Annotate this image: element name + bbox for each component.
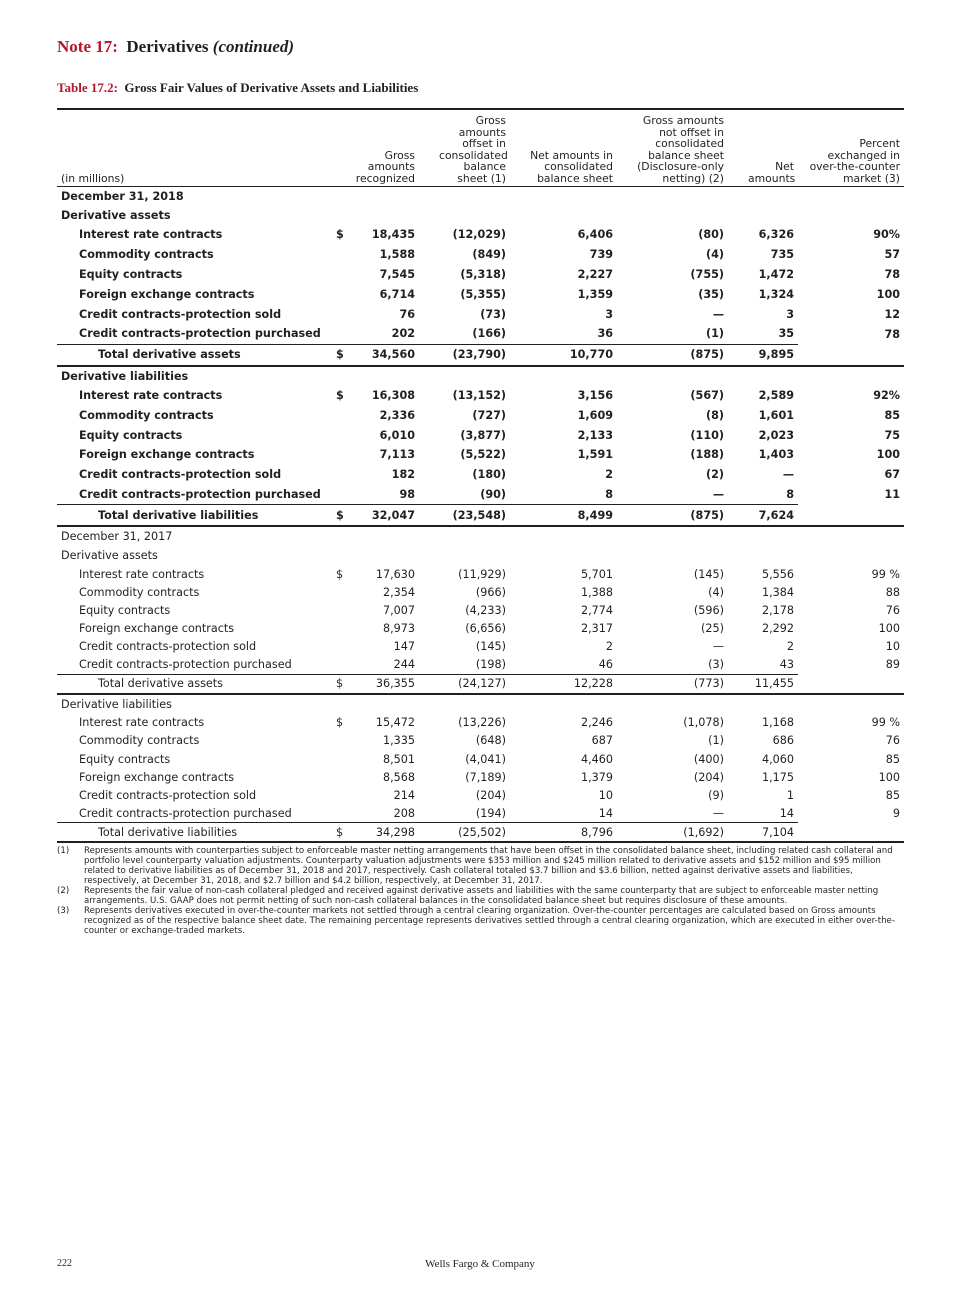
table-row bbox=[57, 445, 904, 465]
derivatives-table-container bbox=[57, 108, 904, 843]
offset-amount: (166) bbox=[472, 327, 507, 341]
net-amount: 1 bbox=[786, 788, 795, 802]
row-label: Total derivative liabilities bbox=[57, 823, 333, 843]
header-gross-recognized: Gross amounts recognized bbox=[355, 148, 416, 185]
gross-amount: 76 bbox=[399, 307, 416, 321]
total-row-assets bbox=[57, 344, 904, 365]
section-date-y2017 bbox=[57, 526, 904, 546]
gross-amount: 7,007 bbox=[382, 603, 416, 617]
gross-amount: 98 bbox=[399, 487, 416, 501]
net-balance-amount: 2,774 bbox=[580, 603, 614, 617]
net-amount: 9,895 bbox=[728, 344, 798, 365]
not-offset-amount: (3) bbox=[708, 658, 725, 672]
offset-amount: (13,226) bbox=[458, 716, 507, 730]
net-amount: 2,178 bbox=[761, 603, 795, 617]
not-offset-amount: (80) bbox=[698, 228, 725, 242]
row-label: Commodity contracts bbox=[79, 248, 214, 262]
percent-otc: 10 bbox=[885, 640, 901, 654]
percent-otc: 76 bbox=[885, 603, 901, 617]
table-row bbox=[57, 601, 904, 619]
gross-amount: 208 bbox=[393, 806, 416, 820]
footnote-text: Represents amounts with counterparties subject to enforceable master netting arrangements that have been offset in the consolidated balance sheet, including related cash collateral and portfolio level counterparty valuation adjustments. Counterparty valuation adjustments were $353 million and $245 million related to derivative assets and $152 million and $95 million related to derivative liabilities as of December 31, 2018 and 2017, respectively. Cash collateral totaled $3.7 billion and $3.6 billion, netted against derivative assets and liabilities, respectively, at December 31, 2018, and $2.7 billion and $4.2 billion, respectively, at December 31, 2017. bbox=[84, 846, 893, 886]
gross-amount: 6,714 bbox=[379, 287, 416, 301]
offset-amount: (145) bbox=[475, 640, 507, 654]
gross-amount: 36,355 bbox=[353, 674, 419, 694]
dollar-sign bbox=[333, 245, 353, 265]
row-label: Total derivative assets bbox=[57, 674, 333, 694]
footnote-number: (1) bbox=[57, 846, 70, 856]
not-offset-amount: (110) bbox=[690, 428, 725, 442]
percent-otc: 11 bbox=[884, 488, 901, 502]
net-balance-amount: 10,770 bbox=[510, 344, 617, 365]
table-row bbox=[57, 656, 904, 675]
table-row bbox=[57, 304, 904, 324]
offset-amount: (198) bbox=[475, 658, 507, 672]
row-label: Credit contracts-protection purchased bbox=[79, 327, 321, 341]
row-label: Interest rate contracts bbox=[79, 228, 223, 242]
footnote bbox=[57, 846, 907, 886]
net-amount: 1,384 bbox=[761, 585, 795, 599]
net-amount: 735 bbox=[770, 248, 795, 262]
not-offset-amount: (188) bbox=[690, 448, 725, 462]
table-body bbox=[57, 187, 904, 843]
offset-amount: (849) bbox=[472, 248, 507, 262]
offset-amount: (7,189) bbox=[465, 770, 507, 784]
header-net: Net amounts bbox=[748, 160, 796, 185]
row-label: Credit contracts-protection sold bbox=[79, 468, 282, 482]
net-amount: 5,556 bbox=[761, 567, 795, 581]
dollar-sign bbox=[333, 284, 353, 304]
dollar-sign bbox=[333, 485, 353, 505]
dollar-sign bbox=[333, 619, 353, 637]
row-label: Credit contracts-protection sold bbox=[79, 307, 282, 321]
percent-otc bbox=[798, 823, 904, 843]
section-date-y2018 bbox=[57, 187, 904, 207]
dollar-sign bbox=[333, 732, 353, 750]
note-name: Derivatives bbox=[126, 37, 209, 56]
row-label: Total derivative liabilities bbox=[57, 505, 333, 526]
net-amount: 4,060 bbox=[761, 752, 795, 766]
header-net-balance: Net amounts in consolidated balance sheet bbox=[530, 148, 614, 185]
percent-otc: 100 bbox=[876, 287, 901, 301]
gross-amount: 244 bbox=[393, 658, 416, 672]
offset-amount: (4,233) bbox=[465, 603, 507, 617]
percent-otc: 12 bbox=[884, 307, 901, 321]
not-offset-amount: — bbox=[712, 806, 725, 820]
net-balance-amount: 1,379 bbox=[580, 770, 614, 784]
dollar-sign bbox=[333, 768, 353, 786]
dollar-sign bbox=[333, 265, 353, 285]
table-row bbox=[57, 786, 904, 804]
dollar-sign: $ bbox=[336, 388, 344, 402]
offset-amount: (25,502) bbox=[419, 823, 510, 843]
offset-amount: (180) bbox=[472, 468, 507, 482]
percent-otc: 76 bbox=[885, 734, 901, 748]
row-label: Interest rate contracts bbox=[79, 716, 205, 730]
percent-otc: 67 bbox=[884, 468, 901, 482]
net-amount: 2,589 bbox=[758, 388, 795, 402]
table-row bbox=[57, 245, 904, 265]
footnote bbox=[57, 886, 907, 906]
table-row bbox=[57, 225, 904, 245]
footnotes bbox=[57, 846, 907, 936]
not-offset-amount: (567) bbox=[690, 388, 725, 402]
net-amount: 35 bbox=[778, 327, 795, 341]
table-row bbox=[57, 750, 904, 768]
net-amount: 1,175 bbox=[761, 770, 795, 784]
net-balance-amount: 10 bbox=[598, 788, 614, 802]
offset-amount: (90) bbox=[480, 487, 507, 501]
net-balance-amount: 2,227 bbox=[577, 267, 614, 281]
table-row bbox=[57, 386, 904, 406]
not-offset-amount: (596) bbox=[693, 603, 725, 617]
row-label: Equity contracts bbox=[79, 428, 183, 442]
dollar-sign: $ bbox=[336, 716, 344, 730]
percent-otc bbox=[798, 505, 904, 526]
net-amount: 1,324 bbox=[758, 287, 795, 301]
header-percent: Percent exchanged in over-the-counter market (3) bbox=[809, 137, 901, 185]
not-offset-amount: (9) bbox=[708, 788, 725, 802]
offset-amount: (5,522) bbox=[460, 448, 507, 462]
percent-otc: 78 bbox=[884, 327, 901, 341]
row-label: Foreign exchange contracts bbox=[79, 448, 255, 462]
table-row bbox=[57, 265, 904, 285]
gross-amount: 18,435 bbox=[371, 228, 416, 242]
offset-amount: (6,656) bbox=[465, 621, 507, 635]
not-offset-amount: — bbox=[712, 640, 725, 654]
table-row bbox=[57, 405, 904, 425]
gross-amount: 8,501 bbox=[382, 752, 416, 766]
footnote-number: (2) bbox=[57, 886, 70, 896]
dollar-sign: $ bbox=[336, 228, 344, 242]
table-row bbox=[57, 714, 904, 732]
dollar-sign bbox=[333, 583, 353, 601]
gross-amount: 1,335 bbox=[382, 734, 416, 748]
row-label: Credit contracts-protection sold bbox=[79, 640, 257, 654]
net-amount: 686 bbox=[772, 734, 795, 748]
percent-otc bbox=[798, 344, 904, 365]
offset-amount: (11,929) bbox=[458, 567, 507, 581]
not-offset-amount: (25) bbox=[701, 621, 725, 635]
row-label: Total derivative assets bbox=[57, 344, 333, 365]
derivatives-table bbox=[57, 108, 904, 843]
not-offset-amount: — bbox=[712, 307, 725, 321]
not-offset-amount: (4) bbox=[708, 585, 725, 599]
gross-amount: 16,308 bbox=[371, 388, 416, 402]
net-balance-amount: 8 bbox=[605, 487, 614, 501]
offset-amount: (5,355) bbox=[460, 287, 507, 301]
gross-amount: 2,354 bbox=[382, 585, 416, 599]
offset-amount: (24,127) bbox=[419, 674, 510, 694]
dollar-sign bbox=[333, 405, 353, 425]
net-balance-amount: 6,406 bbox=[577, 228, 614, 242]
note-suffix: (continued) bbox=[212, 37, 295, 56]
offset-amount: (23,790) bbox=[419, 344, 510, 365]
company-name: Wells Fargo & Company bbox=[425, 1258, 535, 1270]
percent-otc bbox=[798, 674, 904, 694]
total-row-liabilities bbox=[57, 823, 904, 843]
offset-amount: (3,877) bbox=[460, 428, 507, 442]
net-amount: 1,168 bbox=[761, 716, 795, 730]
percent-otc: 92% bbox=[873, 388, 901, 402]
net-balance-amount: 1,591 bbox=[577, 448, 614, 462]
gross-amount: 147 bbox=[393, 640, 416, 654]
group-heading-liabilities bbox=[57, 694, 904, 714]
dollar-sign bbox=[333, 601, 353, 619]
dollar-sign bbox=[333, 425, 353, 445]
gross-amount: 34,560 bbox=[353, 344, 419, 365]
not-offset-amount: (755) bbox=[690, 267, 725, 281]
net-amount: 1,403 bbox=[758, 448, 795, 462]
gross-amount: 7,113 bbox=[379, 448, 416, 462]
net-balance-amount: 4,460 bbox=[580, 752, 614, 766]
table-row bbox=[57, 284, 904, 304]
dollar-sign bbox=[333, 304, 353, 324]
not-offset-amount: (8) bbox=[706, 408, 725, 422]
not-offset-amount: (875) bbox=[617, 505, 728, 526]
row-label: Commodity contracts bbox=[79, 585, 200, 599]
percent-otc: 85 bbox=[885, 752, 901, 766]
group-heading-assets-label: Derivative assets bbox=[61, 549, 158, 563]
table-row bbox=[57, 768, 904, 786]
not-offset-amount: (2) bbox=[706, 468, 725, 482]
net-balance-amount: 12,228 bbox=[510, 674, 617, 694]
percent-otc: 9 bbox=[892, 807, 901, 821]
percent-otc: 88 bbox=[885, 585, 901, 599]
offset-amount: (12,029) bbox=[452, 228, 507, 242]
gross-amount: 32,047 bbox=[353, 505, 419, 526]
row-label: Interest rate contracts bbox=[79, 567, 205, 581]
group-heading-assets bbox=[57, 546, 904, 565]
net-amount: 14 bbox=[779, 806, 795, 820]
footnote-text: Represents the fair value of non-cash collateral pledged and received against derivative assets and liabilities with the same counterparty that are subject to enforceable master netting arrangements. U.S. GAAP does not permit netting of such non-cash collateral balances in the consolidated balance sheet but requires disclosure of these amounts. bbox=[84, 886, 879, 906]
gross-amount: 34,298 bbox=[353, 823, 419, 843]
footnote-number: (3) bbox=[57, 906, 70, 916]
not-offset-amount: (35) bbox=[698, 287, 725, 301]
offset-amount: (23,548) bbox=[419, 505, 510, 526]
not-offset-amount: (875) bbox=[617, 344, 728, 365]
gross-amount: 202 bbox=[391, 327, 416, 341]
net-balance-amount: 8,796 bbox=[510, 823, 617, 843]
header-label: (in millions) bbox=[61, 171, 125, 185]
row-label: Equity contracts bbox=[79, 603, 171, 617]
dollar-sign: $ bbox=[336, 567, 344, 581]
row-label: Interest rate contracts bbox=[79, 388, 223, 402]
not-offset-amount: (1,078) bbox=[683, 716, 725, 730]
net-balance-amount: 2 bbox=[605, 640, 614, 654]
note-title bbox=[57, 37, 294, 57]
not-offset-amount: (400) bbox=[693, 752, 725, 766]
percent-otc: 99 % bbox=[871, 567, 901, 581]
table-row bbox=[57, 485, 904, 505]
net-balance-amount: 36 bbox=[597, 327, 614, 341]
not-offset-amount: (145) bbox=[693, 567, 725, 581]
group-heading-assets-label: Derivative assets bbox=[61, 209, 171, 222]
net-balance-amount: 5,701 bbox=[580, 567, 614, 581]
table-header-row bbox=[57, 109, 904, 187]
not-offset-amount: (1) bbox=[706, 327, 725, 341]
table-row bbox=[57, 619, 904, 637]
net-amount: 1,472 bbox=[758, 267, 795, 281]
note-number: Note 17: bbox=[57, 37, 118, 56]
group-heading-liabilities-label: Derivative liabilities bbox=[61, 697, 172, 711]
net-amount: 43 bbox=[779, 658, 795, 672]
net-amount: 6,326 bbox=[758, 228, 795, 242]
net-amount: 2 bbox=[786, 640, 795, 654]
row-label: Foreign exchange contracts bbox=[79, 621, 235, 635]
row-label: Foreign exchange contracts bbox=[79, 770, 235, 784]
dollar-sign bbox=[333, 324, 353, 344]
gross-amount: 2,336 bbox=[379, 408, 416, 422]
dollar-sign: $ bbox=[333, 344, 353, 365]
offset-amount: (648) bbox=[475, 734, 507, 748]
net-amount: — bbox=[782, 468, 795, 482]
row-label: Credit contracts-protection purchased bbox=[79, 806, 292, 820]
dollar-sign bbox=[333, 656, 353, 675]
net-balance-amount: 687 bbox=[591, 734, 614, 748]
net-balance-amount: 2,133 bbox=[577, 428, 614, 442]
percent-otc: 90% bbox=[873, 228, 901, 242]
table-name: Gross Fair Values of Derivative Assets and Liabilities bbox=[124, 80, 419, 95]
group-heading-liabilities bbox=[57, 366, 904, 386]
total-row-assets bbox=[57, 674, 904, 694]
row-label: Foreign exchange contracts bbox=[79, 287, 255, 301]
net-amount: 7,104 bbox=[728, 823, 798, 843]
net-amount: 11,455 bbox=[728, 674, 798, 694]
table-row bbox=[57, 583, 904, 601]
header-not-offset: Gross amounts not offset in consolidated balance sheet (Disclosure-only netting) (2) bbox=[637, 114, 725, 185]
gross-amount: 8,973 bbox=[382, 621, 416, 635]
offset-amount: (966) bbox=[475, 585, 507, 599]
offset-amount: (4,041) bbox=[465, 752, 507, 766]
not-offset-amount: (4) bbox=[706, 248, 725, 262]
percent-otc: 100 bbox=[878, 770, 901, 784]
net-balance-amount: 3 bbox=[605, 307, 614, 321]
header-gross-offset: Gross amounts offset in consolidated balance sheet (1) bbox=[439, 114, 508, 185]
offset-amount: (194) bbox=[475, 806, 507, 820]
offset-amount: (73) bbox=[480, 307, 507, 321]
table-title bbox=[57, 80, 418, 96]
table-row bbox=[57, 565, 904, 583]
group-heading-liabilities-label: Derivative liabilities bbox=[61, 369, 189, 383]
net-amount: 7,624 bbox=[728, 505, 798, 526]
not-offset-amount: — bbox=[712, 487, 725, 501]
gross-amount: 6,010 bbox=[379, 428, 416, 442]
footnote-text: Represents derivatives executed in over-the-counter markets not settled through a central clearing organization. Over-the-counter percentages are calculated based on Gross amounts recognized as of the respective balance sheet date. The remaining percentage represents derivatives settled through a central clearing organization, which are executed in either over-the-counter or exchange-traded markets. bbox=[84, 906, 895, 936]
row-label: Equity contracts bbox=[79, 267, 183, 281]
gross-amount: 7,545 bbox=[379, 267, 416, 281]
row-label: Commodity contracts bbox=[79, 734, 200, 748]
offset-amount: (204) bbox=[475, 788, 507, 802]
dollar-sign: $ bbox=[333, 674, 353, 694]
percent-otc: 78 bbox=[884, 267, 901, 281]
table-row bbox=[57, 638, 904, 656]
offset-amount: (13,152) bbox=[452, 388, 507, 402]
net-amount: 2,023 bbox=[758, 428, 795, 442]
footnote bbox=[57, 906, 907, 936]
section-date-y2018-label: December 31, 2018 bbox=[61, 190, 184, 203]
row-label: Credit contracts-protection sold bbox=[79, 788, 257, 802]
row-label: Equity contracts bbox=[79, 752, 171, 766]
gross-amount: 214 bbox=[393, 788, 416, 802]
net-balance-amount: 2 bbox=[605, 468, 614, 482]
table-number: Table 17.2: bbox=[57, 80, 118, 95]
percent-otc: 57 bbox=[884, 248, 901, 262]
net-balance-amount: 3,156 bbox=[577, 388, 614, 402]
gross-amount: 182 bbox=[391, 468, 416, 482]
not-offset-amount: (204) bbox=[693, 770, 725, 784]
percent-otc: 100 bbox=[878, 621, 901, 635]
percent-otc: 75 bbox=[884, 428, 901, 442]
net-amount: 8 bbox=[786, 487, 795, 501]
net-balance-amount: 46 bbox=[598, 658, 614, 672]
table-row bbox=[57, 465, 904, 485]
net-balance-amount: 2,246 bbox=[580, 716, 614, 730]
table-row bbox=[57, 324, 904, 344]
dollar-sign: $ bbox=[333, 823, 353, 843]
dollar-sign bbox=[333, 638, 353, 656]
dollar-sign: $ bbox=[333, 505, 353, 526]
group-heading-assets bbox=[57, 206, 904, 225]
gross-amount: 15,472 bbox=[375, 716, 416, 730]
percent-otc: 89 bbox=[885, 658, 901, 672]
dollar-sign bbox=[333, 804, 353, 823]
percent-otc: 99 % bbox=[871, 716, 901, 730]
page-number: 222 bbox=[57, 1258, 72, 1269]
table-row bbox=[57, 425, 904, 445]
section-date-y2017-label: December 31, 2017 bbox=[61, 530, 173, 544]
net-balance-amount: 739 bbox=[589, 248, 614, 262]
total-row-liabilities bbox=[57, 505, 904, 526]
row-label: Credit contracts-protection purchased bbox=[79, 658, 292, 672]
offset-amount: (5,318) bbox=[460, 267, 507, 281]
net-balance-amount: 8,499 bbox=[510, 505, 617, 526]
percent-otc: 85 bbox=[884, 408, 901, 422]
net-balance-amount: 14 bbox=[598, 806, 614, 820]
not-offset-amount: (773) bbox=[617, 674, 728, 694]
dollar-sign bbox=[333, 465, 353, 485]
gross-amount: 8,568 bbox=[382, 770, 416, 784]
row-label: Credit contracts-protection purchased bbox=[79, 487, 321, 501]
net-amount: 1,601 bbox=[758, 408, 795, 422]
dollar-sign bbox=[333, 445, 353, 465]
not-offset-amount: (1,692) bbox=[617, 823, 728, 843]
net-balance-amount: 1,388 bbox=[580, 585, 614, 599]
net-amount: 2,292 bbox=[761, 621, 795, 635]
net-amount: 3 bbox=[786, 307, 795, 321]
row-label: Commodity contracts bbox=[79, 408, 214, 422]
dollar-sign bbox=[333, 750, 353, 768]
gross-amount: 1,588 bbox=[379, 248, 416, 262]
percent-otc: 100 bbox=[876, 448, 901, 462]
gross-amount: 17,630 bbox=[375, 567, 416, 581]
not-offset-amount: (1) bbox=[708, 734, 725, 748]
offset-amount: (727) bbox=[472, 408, 507, 422]
table-row bbox=[57, 804, 904, 823]
percent-otc: 85 bbox=[885, 788, 901, 802]
dollar-sign bbox=[333, 786, 353, 804]
net-balance-amount: 1,609 bbox=[577, 408, 614, 422]
net-balance-amount: 2,317 bbox=[580, 621, 614, 635]
net-balance-amount: 1,359 bbox=[577, 287, 614, 301]
table-row bbox=[57, 732, 904, 750]
